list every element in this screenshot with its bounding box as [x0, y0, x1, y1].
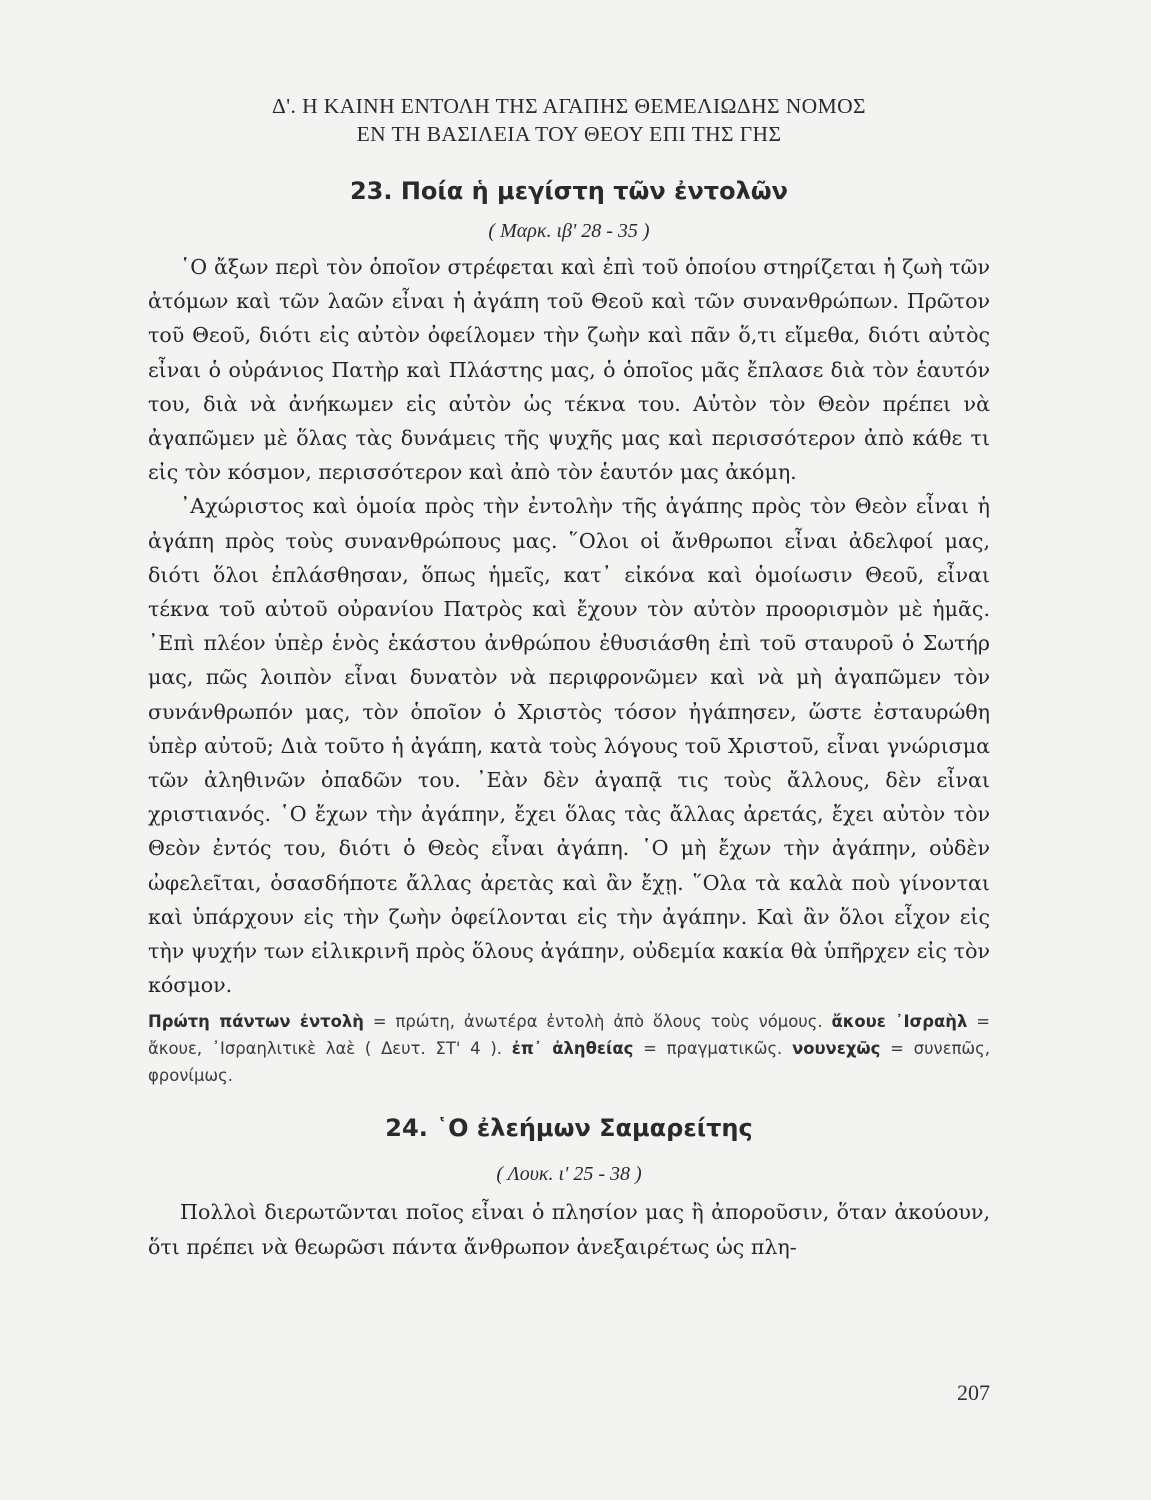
- note-definition: = συνεπῶς, φρονίμως.: [148, 1039, 990, 1086]
- note-definition: = ἄκουε, ᾿Ισραηλιτικὲ λαὲ ( Δευτ. ΣΤ' 4 ).: [148, 1012, 990, 1059]
- section-24-reference: ( Λουκ. ι' 25 - 38 ): [496, 1163, 642, 1186]
- section-23: [148, 174, 990, 1089]
- note-term: ἐπ᾿ ἀληθείας: [511, 1039, 634, 1059]
- note-term: ἄκουε ᾿Ισραὴλ: [831, 1012, 968, 1032]
- note-definition: = πρώτη, ἀνωτέρα ἐντολὴ ἀπὸ ὅλους τοὺς νόμους.: [372, 1012, 823, 1032]
- page-content: [148, 92, 990, 1264]
- section-24-paragraph-1: Πολλοὶ διερωτῶνται ποῖος εἶναι ὁ πλησίον μας ἢ ἀποροῦσιν, ὅταν ἀκούουν, ὅτι πρέπει νὰ θεωρῶσι πάντα ἄνθρωπον ἀνεξαιρέτως ὡς πλη-: [148, 1200, 990, 1259]
- note-definition: = πραγματικῶς.: [643, 1039, 783, 1059]
- section-23-notes: [148, 1008, 990, 1089]
- section-23-title: 23. Ποία ἡ μεγίστη τῶν ἐντολῶν: [349, 177, 789, 205]
- chapter-title-line2: ΕΝ ΤΗ ΒΑΣΙΛΕΙΑ ΤΟΥ ΘΕΟΥ ΕΠΙ ΤΗΣ ΓΗΣ: [356, 122, 782, 146]
- chapter-heading: [148, 92, 990, 148]
- section-23-paragraph-2: ᾿Αχώριστος καὶ ὁμοία πρὸς τὴν ἐντολὴν τῆς ἀγάπης πρὸς τὸν Θεὸν εἶναι ἡ ἀγάπη πρὸς τοὺς συνανθρώπους μας. ῞Ολοι οἱ ἄνθρωποι εἶναι ἀδελφοί μας, διότι ὅλοι ἐπλάσθησαν, ὅπως ἡμεῖς, κατ᾿ εἰκόνα καὶ ὁμοίωσιν Θεοῦ, εἶναι τέκνα τοῦ αὐτοῦ οὐρανίου Πατρὸς καὶ ἔχουν τὸν αὐτὸν προορισμὸν μὲ ἡμᾶς. ᾿Επὶ πλέον ὑπὲρ ἑνὸς ἑκάστου ἀνθρώπου ἐθυσιάσθη ἐπὶ τοῦ σταυροῦ ὁ Σωτήρ μας, πῶς λοιπὸν εἶναι δυνατὸν νὰ περιφρονῶμεν καὶ νὰ μὴ ἀγαπῶμεν τὸν συνάνθρωπόν μας, τὸν ὁποῖον ὁ Χριστὸς τόσον ἠγάπησεν, ὥστε ἐσταυρώθη ὑπὲρ αὐτοῦ; Διὰ τοῦτο ἡ ἀγάπη, κατὰ τοὺς λόγους τοῦ Χριστοῦ, εἶναι γνώρισμα τῶν ἀληθινῶν ὀπαδῶν του. ᾿Εὰν δὲν ἀγαπᾷ τις τοὺς ἄλλους, δὲν εἶναι χριστιανός. ῾Ο ἔχων τὴν ἀγάπην, ἔχει ὅλας τὰς ἄλλας ἀρετάς, ἔχει αὐτὸν τὸν Θεὸν ἐντός του, διότι ὁ Θεὸς εἶναι ἀγάπη. ῾Ο μὴ ἔχων τὴν ἀγάπην, οὐδὲν ὠφελεῖται, ὁσασδήποτε ἄλλας ἀρετὰς καὶ ἂν ἔχῃ. ῞Ολα τὰ καλὰ ποὺ γίνονται καὶ ὑπάρχουν εἰς τὴν ζωὴν ὀφείλονται εἰς τὴν ἀγάπην. Καὶ ἂν ὅλοι εἶχον εἰς τὴν ψυχήν των εἰλικρινῆ πρὸς ὅλους ἀγάπην, οὐδεμία κακία θὰ ὑπῆρχεν εἰς τὸν κόσμον.: [148, 494, 990, 998]
- section-23-paragraph-1: ῾Ο ἄξων περὶ τὸν ὁποῖον στρέφεται καὶ ἐπὶ τοῦ ὁποίου στηρίζεται ἡ ζωὴ τῶν ἀτόμων καὶ τῶν λαῶν εἶναι ἡ ἀγάπη τοῦ Θεοῦ καὶ τῶν συνανθρώπων. Πρῶτον τοῦ Θεοῦ, διότι εἰς αὐτὸν ὀφείλομεν τὴν ζωὴν καὶ πᾶν ὅ,τι εἴμεθα, διότι αὐτὸς εἶναι ὁ οὐράνιος Πατὴρ καὶ Πλάστης μας, ὁ ὁποῖος μᾶς ἔπλασε διὰ τὸν ἑαυτόν του, διὰ νὰ ἀνήκωμεν εἰς αὐτὸν ὡς τέκνα του. Αὐτὸν τὸν Θεὸν πρέπει νὰ ἀγαπῶμεν μὲ ὅλας τὰς δυνάμεις τῆς ψυχῆς μας καὶ περισσότερον ἀπὸ κάθε τι εἰς τὸν κόσμον, περισσότερον καὶ ἀπὸ τὸν ἑαυτόν μας ἀκόμη.: [148, 255, 990, 485]
- section-24-title: 24. ῾Ο ἐλεήμων Σαμαρείτης: [385, 1114, 753, 1143]
- section-24: [148, 1111, 990, 1263]
- chapter-title-line1: Δ'. Η ΚΑΙΝΗ ΕΝΤΟΛΗ ΤΗΣ ΑΓΑΠΗΣ ΘΕΜΕΛΙΩΔΗΣ ΝΟΜΟΣ: [272, 94, 866, 118]
- note-term: Πρώτη πάντων ἐντολὴ: [148, 1012, 364, 1032]
- note-term: νουνεχῶς: [792, 1039, 881, 1059]
- page-number: 207: [957, 1380, 990, 1405]
- section-23-reference: ( Μαρκ. ιβ' 28 - 35 ): [488, 220, 650, 242]
